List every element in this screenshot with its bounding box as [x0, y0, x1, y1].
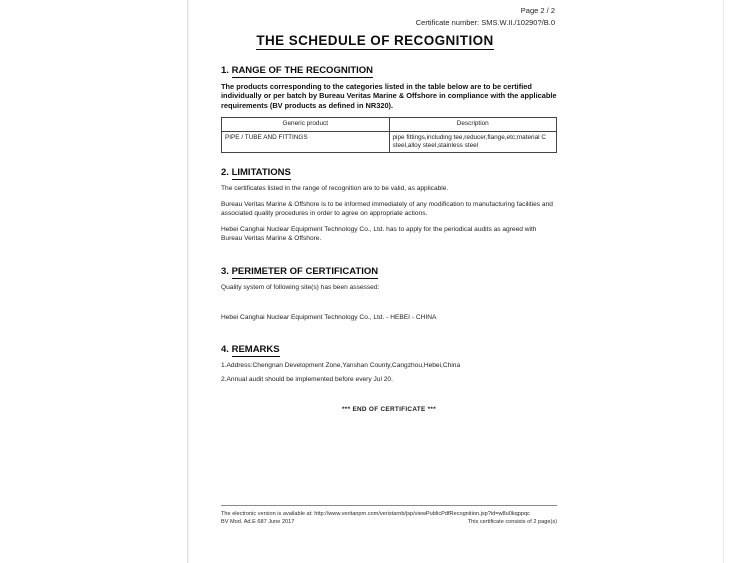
cell-generic-product: PIPE / TUBE AND FITTINGS	[222, 131, 390, 153]
section-title-remarks: REMARKS	[231, 344, 280, 356]
remarks-line-2: 2.Annual audit should be implemented before every Jul 20.	[221, 376, 393, 384]
limitations-paragraph-1: The certificates listed in the range of recognition are to be valid, as applicable.	[221, 185, 449, 193]
column-header-description: Description	[389, 118, 557, 131]
footer-doc-ref: BV Mod. Ad.E 687 June 2017	[221, 519, 295, 525]
page-footer	[221, 505, 557, 526]
table-header-row	[222, 118, 557, 131]
section-heading-remarks	[221, 344, 557, 355]
spacer-after-limitations	[221, 250, 557, 266]
section-heading-limitations	[221, 167, 557, 178]
section-heading-range	[221, 65, 557, 76]
limitations-paragraph-3: Hebei Canghai Nuclear Equipment Technology Co., Ltd. has to apply for the periodical audits as agreed with Bureau Veritas Marine & Offshore.	[221, 226, 537, 243]
product-schedule-table	[221, 117, 557, 153]
page-title	[0, 33, 750, 48]
limitations-paragraph-2: Bureau Veritas Marine & Offshore is to be informed immediately of any modification to manufacturing facilities and associated quality procedures in order to agree on appropriate actions.	[221, 201, 553, 218]
page-edge-line-right	[723, 0, 724, 563]
page-label: Page 2 / 2	[520, 6, 555, 15]
end-of-certificate-marker: *** END OF CERTIFICATE ***	[342, 406, 436, 414]
remarks-line-1: 1.Address:Chengnan Development Zone,Yanshan County,Cangzhou,Hebei,China	[221, 362, 461, 370]
section-number-remarks: 4.	[221, 344, 229, 356]
footer-bottom-row	[221, 518, 557, 526]
perimeter-site: Hebei Canghai Nuclear Equipment Technology Co., Ltd. - HEBEI - CHINA	[221, 314, 437, 322]
footer-electronic-note: The electronic version is available at: http://www.veritanpm.com/veristarnb/jsp/viewPublicPdfRecognition.jsp?id=w8u0kqppqc	[221, 511, 530, 517]
footer-divider	[221, 505, 557, 506]
range-intro-paragraph: The products corresponding to the categories listed in the table below are to be certified individually or per batch by Bureau Veritas Marine & Offshore in compliance with the applicable requirements (BV products as defined in NR320).	[221, 82, 557, 110]
header-meta	[416, 5, 555, 29]
page-edge-line-left-secondary	[188, 0, 189, 563]
section-title-limitations: LIMITATIONS	[231, 167, 291, 179]
section-title-perimeter: PERIMETER OF CERTIFICATION	[231, 266, 379, 278]
footer-page-count-note: This certificate consists of 2 page(s)	[467, 519, 557, 525]
spacer-perimeter	[221, 299, 557, 313]
section-heading-perimeter	[221, 266, 557, 277]
document-body	[221, 65, 557, 413]
section-title-range: RANGE OF THE RECOGNITION	[231, 65, 374, 76]
perimeter-paragraph-1: Quality system of following site(s) has been assessed:	[221, 284, 380, 292]
column-header-generic-product: Generic product	[222, 118, 390, 131]
section-number-perimeter: 3.	[221, 266, 229, 278]
page-title-text: THE SCHEDULE OF RECOGNITION	[256, 33, 494, 48]
section-number-range: 1.	[221, 65, 229, 76]
section-number-limitations: 2.	[221, 167, 229, 179]
spacer-after-perimeter	[221, 329, 557, 344]
certificate-number: Certificate number: SMS.W.II./10290?/B.0	[415, 18, 555, 27]
cell-description: pipe fittings,including tee,reducer,flange,etc;material C steel,alloy steel,stainless steel	[389, 131, 557, 153]
table-row	[222, 131, 557, 153]
